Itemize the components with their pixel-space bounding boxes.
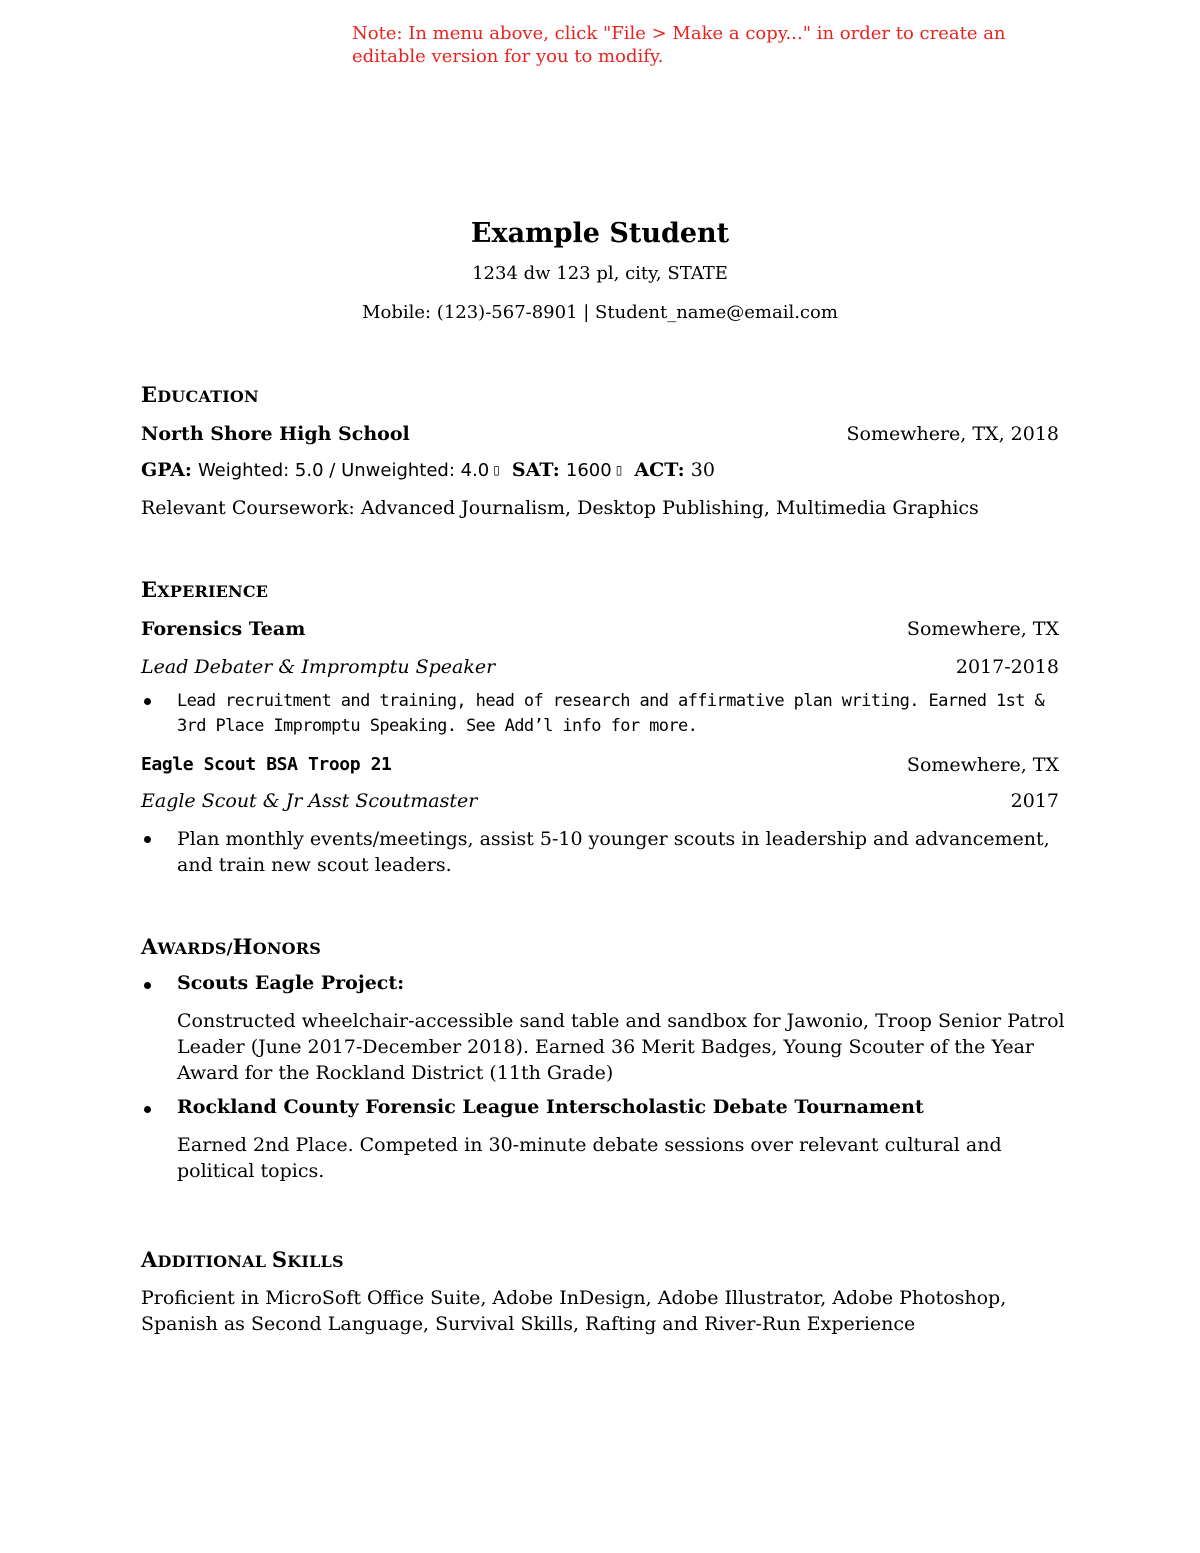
student-name: Example Student: [470, 218, 730, 249]
award-description: Constructed wheelchair-accessible sand table and sandbox for Jawonio, Troop Senior Patrol Leader (June 2017-December 2018). Earned 36 Merit Badges, Young Scouter of the Year Award for the Rockland District (11th Grade): [177, 1010, 1065, 1084]
skills-text: Proficient in MicroSoft Office Suite, Adobe InDesign, Adobe Illustrator, Adobe Photoshop, Spanish as Second Language, Survival Skills, Rafting and River-Run Experience: [141, 1287, 1007, 1335]
school-name: North Shore High School: [141, 423, 410, 445]
experience-dates: 2017: [1010, 790, 1059, 812]
experience-org: Eagle Scout BSA Troop 21: [141, 754, 392, 775]
experience-heading: EXPERIENCE: [141, 577, 269, 602]
copy-instruction-note: Note: In menu above, click "File > Make a copy..." in order to create an editable version for you to modify.: [352, 23, 1006, 67]
award-description: Earned 2nd Place. Competed in 30-minute debate sessions over relevant cultural and political topics.: [177, 1134, 1002, 1182]
school-location: Somewhere, TX, 2018: [846, 423, 1059, 445]
relevant-coursework: Relevant Coursework: Advanced Journalism, Desktop Publishing, Multimedia Graphics: [141, 497, 979, 519]
sat-label: SAT:: [511, 459, 560, 481]
experience-bullet: Plan monthly events/meetings, assist 5-10 younger scouts in leadership and advancement, and train new scout leaders.: [177, 828, 1050, 876]
separator-glyph: ▯: [493, 463, 500, 477]
bullet-icon: [141, 693, 155, 707]
awards-heading: AWARDS/HONORS: [141, 934, 322, 959]
experience-dates: 2017-2018: [955, 656, 1059, 678]
experience-bullet: Lead recruitment and training, head of research and affirmative plan writing. Earned 1st & 3rd Place Impromptu Speaking. See Add’l info for more.: [177, 691, 1045, 736]
gpa-value: Weighted: 5.0 / Unweighted: 4.0: [197, 460, 490, 481]
act-value: 30: [690, 459, 715, 481]
experience-location: Somewhere, TX: [906, 618, 1059, 640]
education-heading: EDUCATION: [141, 382, 259, 407]
experience-role: Eagle Scout & Jr Asst Scoutmaster: [141, 790, 478, 812]
sat-value: 1600: [565, 460, 612, 481]
act-label: ACT:: [634, 459, 685, 481]
contact-line: Mobile: (123)-567-8901 | Student_name@email.com: [362, 302, 838, 323]
experience-location: Somewhere, TX: [906, 754, 1059, 776]
award-title: Scouts Eagle Project:: [177, 972, 405, 994]
bullet-icon: [141, 977, 155, 991]
test-scores: [141, 459, 715, 481]
experience-role: Lead Debater & Impromptu Speaker: [141, 656, 496, 678]
award-title: Rockland County Forensic League Interscholastic Debate Tournament: [177, 1096, 924, 1118]
gpa-label: GPA:: [141, 459, 192, 481]
address: 1234 dw 123 pl, city, STATE: [472, 263, 728, 284]
bullet-icon: [141, 831, 155, 845]
experience-org: Forensics Team: [141, 618, 306, 640]
skills-heading: ADDITIONAL SKILLS: [141, 1247, 344, 1272]
bullet-icon: [141, 1101, 155, 1115]
separator-glyph: ▯: [615, 463, 623, 477]
